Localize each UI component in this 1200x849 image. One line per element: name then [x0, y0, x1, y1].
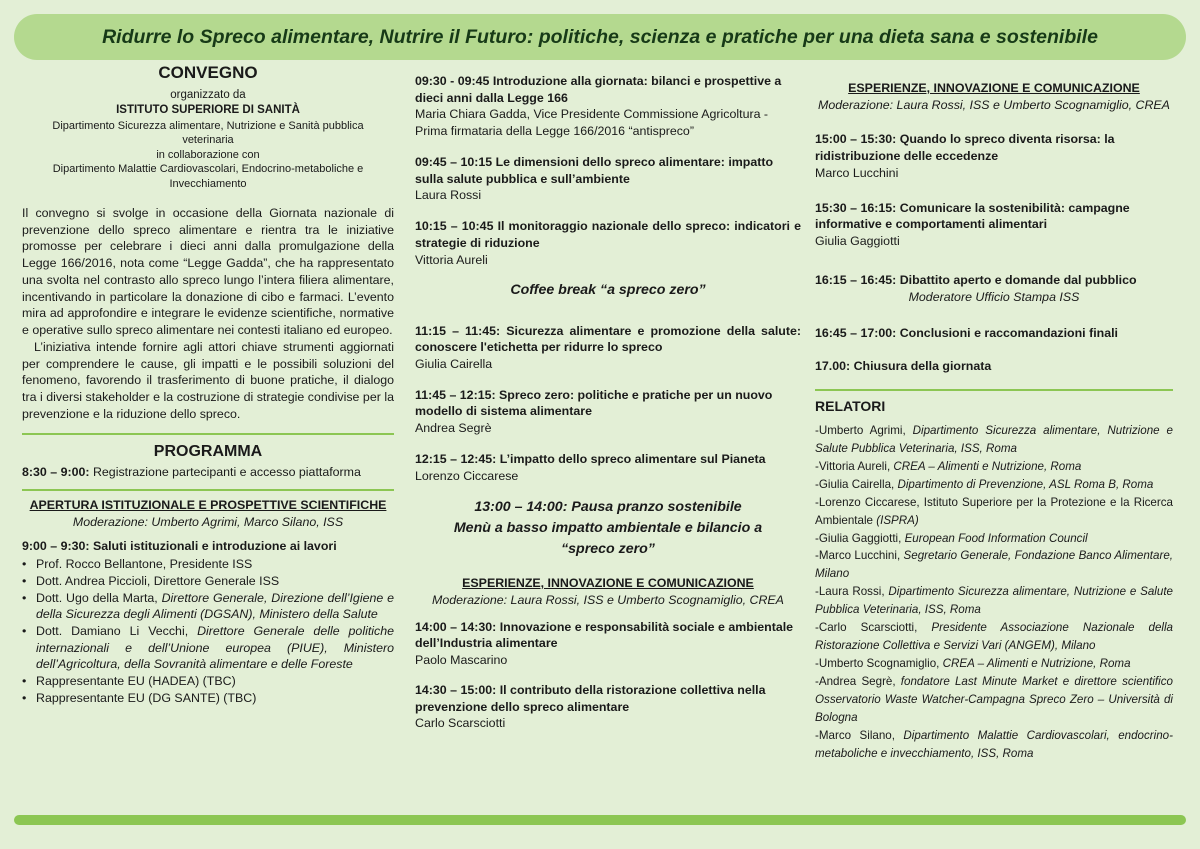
organized-by: organizzato da — [170, 88, 246, 101]
list-item: -Giulia Cairella, Dipartimento di Prevenzione, ASL Roma B, Roma — [815, 477, 1154, 491]
intro-paragraph-1: Il convegno si svolge in occasione della Giornata nazionale di prevenzione dello spreco alimentare e rientra tra le iniziative promosse per celebrare i dieci anni dalla promulgazione della Legge 166/2016, nota come “Legge Gadda”, che ha rappresentato una svolta nel contrasto allo spreco lungo l’intera filiera alimentare, incentivando in particolare la donazione di cibo e farmaci. L’evento mira ad approfondire e integrare le evidenze scientifiche, normative e operative sullo spreco alimentare nei contesti italiano ed europeo. — [22, 206, 394, 338]
list-item: -Lorenzo Ciccarese, Istituto Superiore per la Protezione e la Ricerca Ambientale (ISPRA) — [815, 495, 1173, 527]
experiences-section-title: ESPERIENZE, INNOVAZIONE E COMUNICAZIONE — [462, 576, 754, 591]
session-item: 09:45 – 10:15 Le dimensioni dello spreco alimentare: impatto sulla salute pubblica e sull’ambiente Laura Rossi — [415, 154, 774, 203]
list-item: -Giulia Gaggiotti, European Food Information Council — [815, 531, 1088, 545]
bottom-bar — [14, 815, 1186, 825]
session-item: 14:00 – 14:30: Innovazione e responsabilità sociale e ambientale dell’Industria alimentare Paolo Mascarino — [415, 619, 794, 668]
session-item: 10:15 – 10:45 Il monitoraggio nazionale dello spreco: indicatori e strategie di riduzione Vittoria Aureli — [415, 219, 801, 267]
experiences-moderation: Moderazione: Laura Rossi, ISS e Umberto Scognamiglio, CREA — [432, 592, 784, 607]
list-item: -Vittoria Aureli, CREA – Alimenti e Nutrizione, Roma — [815, 459, 1082, 473]
collaboration-label: in collaborazione con — [156, 148, 260, 161]
convegno-heading: CONVEGNO — [158, 63, 258, 82]
session-item: 11:15 – 11:45: Sicurezza alimentare e promozione della salute: conoscere l'etichetta per ridurre lo spreco Giulia Cairella — [415, 323, 801, 371]
lunch-break — [415, 497, 801, 559]
lunch-line-2: Menù a basso impatto ambientale e bilancio a “spreco zero” — [453, 519, 763, 557]
session-item: 11:45 – 12:15: Spreco zero: politiche e pratiche per un nuovo modello di sistema alimentare Andrea Segrè — [415, 387, 773, 436]
opening-section-title: APERTURA ISTITUZIONALE E PROSPETTIVE SCIENTIFICHE — [29, 497, 387, 512]
page-title: Ridurre lo Spreco alimentare, Nutrire il Futuro: politiche, scienza e pratiche per una dieta sana e sostenibile — [102, 25, 1098, 48]
list-item: • Prof. Rocco Bellantone, Presidente ISS — [22, 556, 394, 573]
list-item: • Dott. Andrea Piccioli, Direttore Generale ISS — [22, 573, 394, 590]
list-item: -Umberto Agrimi, Dipartimento Sicurezza alimentare, Nutrizione e Salute Pubblica Veterinaria, ISS, Roma — [815, 423, 1173, 455]
experiences-section-title: ESPERIENZE, INNOVAZIONE E COMUNICAZIONE — [848, 81, 1140, 95]
registration-line — [22, 464, 394, 481]
department-2: Dipartimento Malattie Cardiovascolari, Endocrino-metaboliche e Invecchiamento — [52, 163, 364, 190]
intro-paragraph-2: L’iniziativa intende fornire agli attori chiave strumenti aggiornati per comprendere le cause, gli impatti e le possibili soluzioni del fenomeno, favorendo il trasferimento di buone pratiche, il dialogo tra i diversi stakeholder e la costruzione di strategie condivise per la prevenzione e la riduzione dello spreco. — [22, 339, 394, 421]
list-item: -Marco Silano, Dipartimento Malattie Cardiovascolari, endocrino-metaboliche e invecchiamento, ISS, Roma — [815, 729, 1173, 761]
session-item: 15:00 – 15:30: Quando lo spreco diventa risorsa: la ridistribuzione delle eccedenze Marco Lucchini — [815, 132, 1115, 180]
list-item: -Marco Lucchini, Segretario Generale, Fondazione Banco Alimentare, Milano — [815, 549, 1173, 581]
registration-time: 8:30 – 9:00: — [22, 465, 90, 480]
session-item: 15:30 – 16:15: Comunicare la sostenibilità: campagne informative e comportamenti alimentari Giulia Gaggiotti — [815, 200, 1130, 249]
list-item: • Dott. Damiano Li Vecchi, Direttore Generale delle politiche internazionali e dell’Unione europea (PIUE), Ministero dell’Agricoltura, della Sovranità alimentare e delle Foreste — [22, 623, 394, 673]
programma-heading: PROGRAMMA — [153, 442, 263, 460]
session-item: 16:15 – 16:45: Dibattito aperto e domande dal pubblico Moderatore Ufficio Stampa ISS — [815, 272, 1137, 304]
coffee-break: Coffee break “a spreco zero” — [510, 282, 706, 299]
registration-text: Registrazione partecipanti e accesso piattaforma — [92, 465, 361, 480]
divider — [815, 389, 1173, 391]
list-item: • Dott. Ugo della Marta, Direttore Generale, Direzione dell’Igiene e della Sicurezza degli Alimenti (DGSAN), Ministero della Salute — [22, 590, 394, 623]
list-item: -Umberto Scognamiglio, CREA – Alimenti e Nutrizione, Roma — [815, 657, 1131, 671]
session-item: 17.00: Chiusura della giornata — [815, 359, 992, 374]
left-column — [22, 62, 394, 707]
institute-name: ISTITUTO SUPERIORE DI SANITÀ — [116, 104, 300, 117]
list-item: • Rappresentante EU (DG SANTE) (TBC) — [22, 690, 394, 707]
session-item: 09:30 - 09:45 Introduzione alla giornata: bilanci e prospettive a dieci anni dalla Legge 166 Maria Chiara Gadda, Vice Presidente Commissione Agricoltura - Prima firmataria della Legge 166/2016 “antispreco” — [415, 74, 782, 139]
middle-column — [415, 73, 801, 745]
list-item: -Carlo Scarsciotti, Presidente Associazione Nazionale della Ristorazione Collettiva e Servizi Vari (ANGEM), Milano — [815, 621, 1174, 653]
list-item: -Andrea Segrè, fondatore Last Minute Market e direttore scientifico Osservatorio Waste Watcher-Campagna Spreco Zero – Università di Bologna — [815, 675, 1173, 725]
department-1: Dipartimento Sicurezza alimentare, Nutrizione e Sanità pubblica veterinaria — [52, 119, 364, 147]
experiences-moderation: Moderazione: Laura Rossi, ISS e Umberto Scognamiglio, CREA — [818, 97, 1170, 112]
relatori-heading: RELATORI — [815, 397, 886, 414]
list-item: -Laura Rossi, Dipartimento Sicurezza alimentare, Nutrizione e Salute Pubblica Veterinaria, ISS, Roma — [815, 585, 1173, 617]
opening-speakers-list — [22, 556, 394, 707]
relatori-list — [815, 422, 1173, 763]
list-item: • Rappresentante EU (HADEA) (TBC) — [22, 673, 394, 690]
divider — [22, 489, 394, 491]
session-item: 16:45 – 17:00: Conclusioni e raccomandazioni finali — [815, 326, 1118, 341]
title-banner — [14, 14, 1186, 60]
right-column — [815, 80, 1173, 763]
opening-session-title: 9:00 – 9:30: Saluti istituzionali e introduzione ai lavori — [22, 539, 337, 554]
session-item: 12:15 – 12:45: L’impatto dello spreco alimentare sul Pianeta Lorenzo Ciccarese — [415, 451, 766, 483]
divider — [22, 433, 394, 435]
opening-moderation: Moderazione: Umberto Agrimi, Marco Silano, ISS — [72, 514, 344, 529]
lunch-line-1: 13:00 – 14:00: Pausa pranzo sostenibile — [474, 499, 742, 516]
session-item: 14:30 – 15:00: Il contributo della ristorazione collettiva nella prevenzione dello spreco alimentare Carlo Scarsciotti — [415, 682, 766, 731]
